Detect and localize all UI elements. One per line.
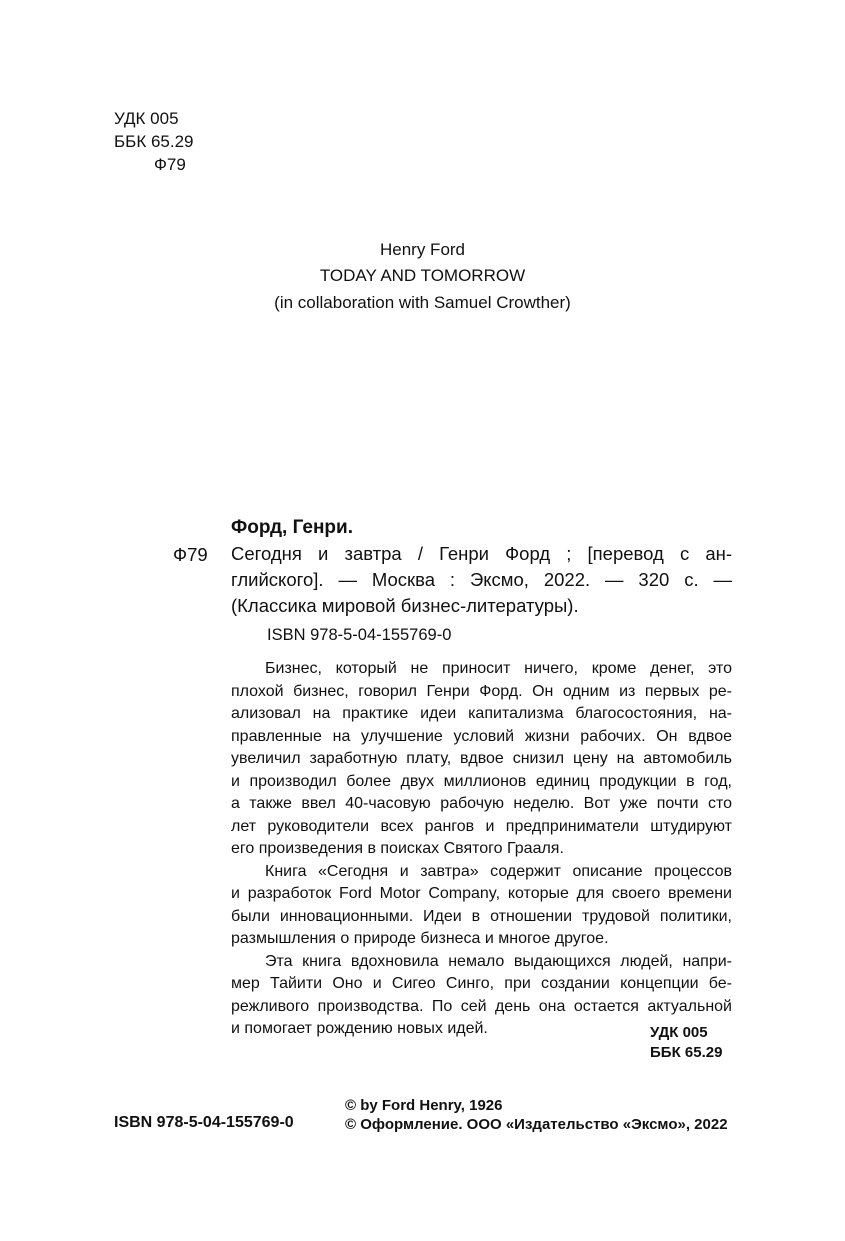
original-collaboration: (in collaboration with Samuel Crowther) (274, 293, 571, 312)
footer-isbn: ISBN 978-5-04-155769-0 (114, 1114, 294, 1131)
annotation-line: и помогает рождению новых идей. (231, 1020, 488, 1037)
annotation-paragraph (231, 658, 732, 861)
annotation-line: Эта книга вдохновила немало выдающихся людей, напри- (265, 952, 732, 970)
annotation-line: и производил более двух миллионов единиц продукции в год, (231, 772, 732, 790)
annotation-line: увеличил заработную плату, вдвое снизил цену на автомобиль (231, 750, 732, 767)
catalog-mark: Ф79 (173, 544, 208, 565)
catalog-entry-line: (Классика мировой бизнес-литературы). (231, 595, 579, 616)
catalog-entry-line: глийского]. — Москва : Эксмо, 2022. — 320 с. — (231, 569, 732, 590)
udk-code: УДК 005 (114, 109, 179, 128)
catalog-heading: Форд, Генри. (231, 517, 353, 538)
annotation-line: его произведения в поисках Святого Грааля. (231, 840, 564, 857)
annotation-line: правленные на улучшение условий жизни рабочих. Он вдвое (231, 727, 732, 745)
bottom-udk-code: УДК 005 (650, 1024, 708, 1041)
original-title: TODAY AND TOMORROW (319, 266, 526, 285)
annotation-line: мер Тайити Оно и Сигео Синго, при создании концепции бе- (231, 975, 732, 992)
annotation (231, 658, 732, 1041)
annotation-paragraph (231, 861, 732, 951)
author-mark: Ф79 (154, 155, 186, 174)
annotation-line: а также ввел 40-часовую рабочую неделю. Вот уже почти сто (231, 795, 732, 812)
bottom-bbk-code: ББК 65.29 (650, 1044, 723, 1061)
annotation-line: Книга «Сегодня и завтра» содержит описание процессов (265, 862, 732, 880)
copyright-author: © by Ford Henry, 1926 (345, 1097, 503, 1114)
annotation-line: были инновационными. Идеи в отношении трудовой политики, (231, 907, 732, 925)
annotation-line: ализовал на практике идеи капитализма благосостояния, на- (231, 705, 732, 722)
annotation-line: и разработок Ford Motor Company, которые для своего времени (231, 885, 732, 902)
bbk-code: ББК 65.29 (114, 132, 194, 151)
annotation-line: режливого производства. По сей день она остается актуальной (231, 997, 732, 1015)
annotation-line: размышления о природе бизнеса и многое другое. (231, 930, 609, 947)
copyright-design: © Оформление. ООО «Издательство «Эксмо», 2022 (345, 1116, 728, 1133)
annotation-line: Бизнес, который не приносит ничего, кроме денег, это (265, 660, 732, 677)
catalog-entry-line: Сегодня и завтра / Генри Форд ; [перевод с ан- (231, 543, 732, 564)
annotation-line: лет руководители всех рангов и предприниматели штудируют (231, 817, 732, 835)
original-author: Henry Ford (379, 240, 466, 259)
catalog-isbn: ISBN 978-5-04-155769-0 (267, 626, 452, 644)
annotation-line: плохой бизнес, говорил Генри Форд. Он одним из первых ре- (231, 682, 732, 700)
catalog-entry (231, 541, 732, 619)
